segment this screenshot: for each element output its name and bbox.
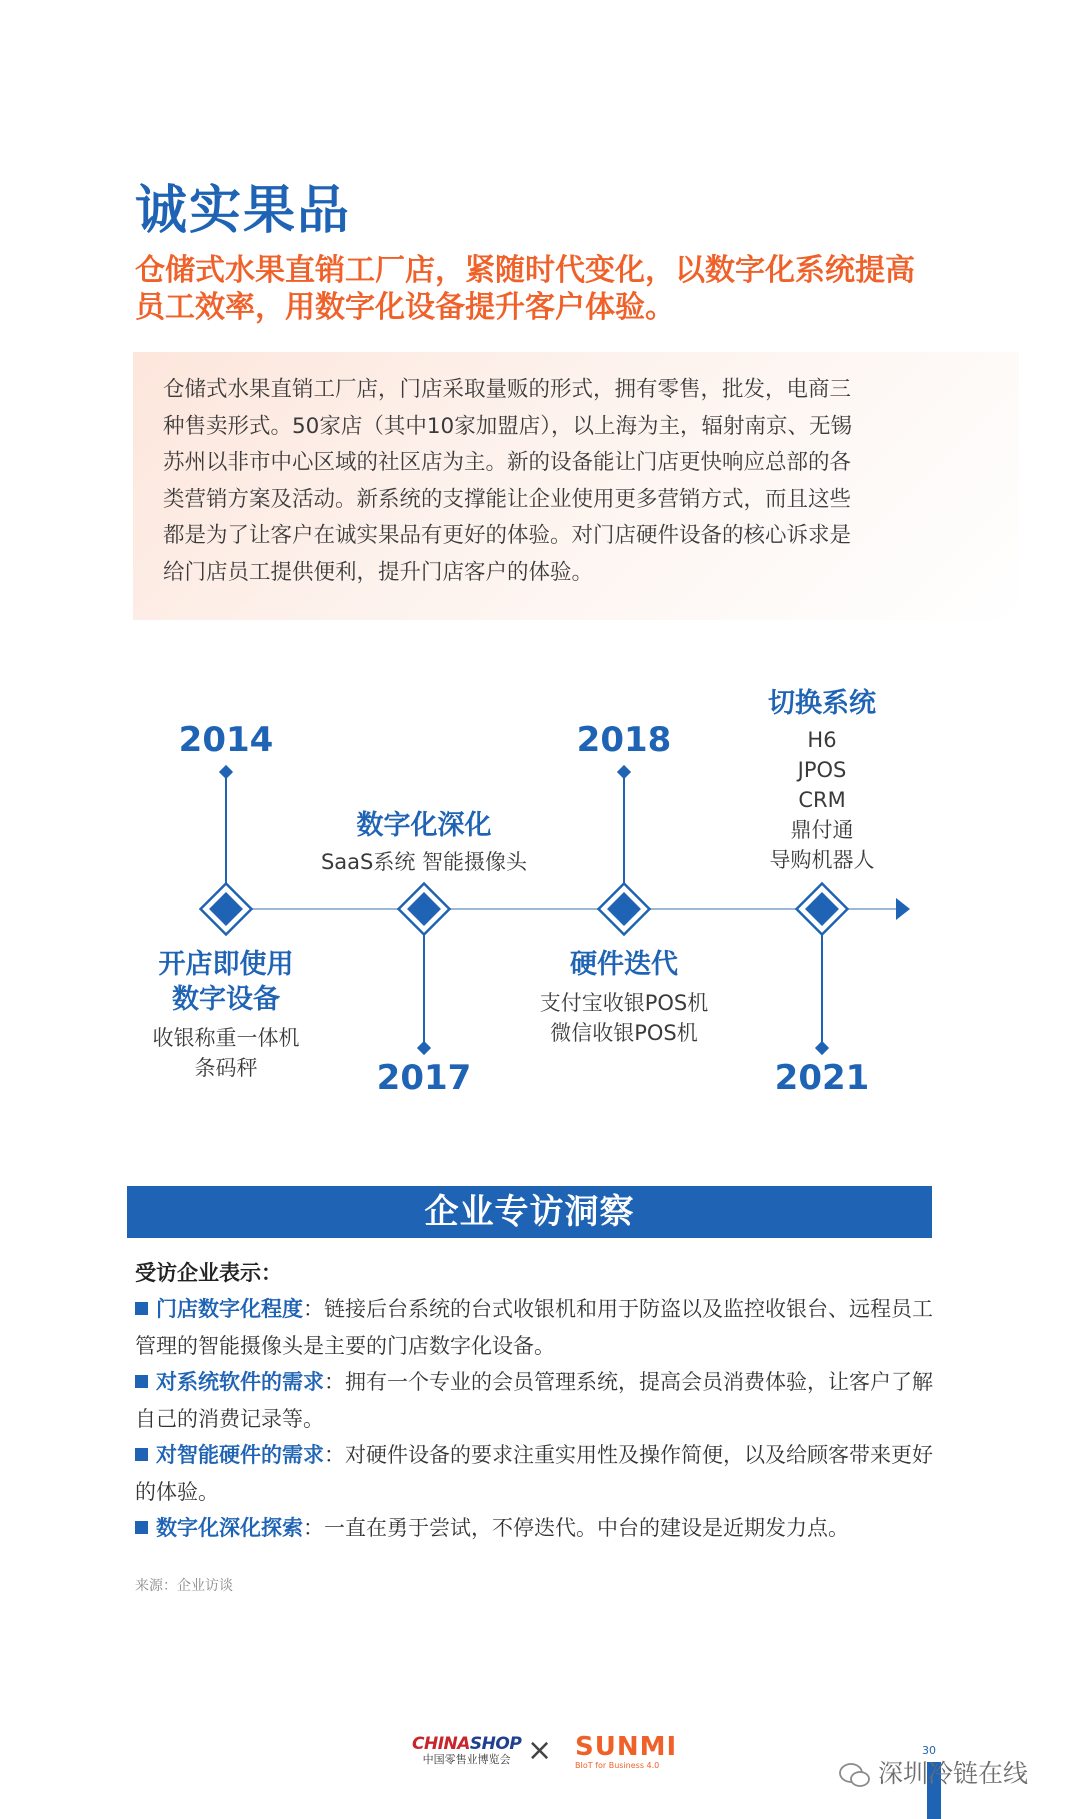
connector-dot-2021 <box>815 1041 829 1055</box>
event-2018 <box>504 947 744 1048</box>
bullet-square-icon <box>135 1521 148 1534</box>
event-item: 收银称重一体机 <box>152 1026 300 1050</box>
insight-point <box>135 1437 935 1510</box>
point-label: 对系统软件的需求 <box>156 1370 324 1394</box>
bullet-square-icon <box>135 1302 148 1315</box>
node-2014 <box>201 884 252 935</box>
bullet-square-icon <box>135 1448 148 1461</box>
page-title: 诚实果品 <box>135 181 352 241</box>
event-2014 <box>126 947 326 1083</box>
connector-dot-2017 <box>417 1041 431 1055</box>
logo-china-subtitle: 中国零售业博览会 <box>422 1753 511 1766</box>
insight-point <box>135 1364 935 1437</box>
event-title: 切换系统 <box>768 688 876 719</box>
insight-intro: 受访企业表示： <box>135 1261 282 1285</box>
logo-sunmi-subtitle: BIoT for Business 4.0 <box>575 1761 660 1770</box>
intro-line: 种售卖形式。50家店（其中10家加盟店），以上海为主，辐射南京、无锡 <box>163 413 852 439</box>
event-title: 开店即使用 <box>158 949 294 980</box>
event-item: 导购机器人 <box>769 848 875 872</box>
intro-line: 苏州以非市中心区域的社区店为主。新的设备能让门店更快响应总部的各 <box>163 450 852 475</box>
event-item: 支付宝收银POS机 <box>539 991 709 1015</box>
event-item: H6 <box>807 728 837 752</box>
year-2017: 2017 <box>376 1058 472 1098</box>
event-item: 鼎付通 <box>790 818 854 842</box>
point-label: 门店数字化程度 <box>156 1297 303 1321</box>
event-item: 微信收银POS机 <box>550 1021 698 1045</box>
intro-line: 给门店员工提供便利，提升门店客户的体验。 <box>163 559 594 585</box>
point-text: ：链接后台系统的台式收银机和用于防盗以及监控收银台、远程员工管理的智能摄像头是主要的门店数字化设备。 <box>135 1297 933 1358</box>
year-2021: 2021 <box>774 1058 870 1098</box>
logo-china-text: CHINA <box>412 1734 470 1754</box>
source-note: 来源：企业访谈 <box>135 1578 233 1594</box>
node-2018 <box>599 884 650 935</box>
point-label: 对智能硬件的需求 <box>156 1443 324 1467</box>
logo-shop-text: SHOP <box>469 1734 522 1754</box>
insight-banner: 企业专访洞察 <box>127 1186 932 1238</box>
point-text: ：对硬件设备的要求注重实用性及操作简便，以及给顾客带来更好的体验。 <box>135 1443 933 1504</box>
event-item: JPOS <box>797 758 847 782</box>
page-number: 30 <box>922 1744 936 1757</box>
connector-dot-2014 <box>219 765 233 779</box>
year-2014: 2014 <box>178 720 274 760</box>
event-2017 <box>294 808 554 877</box>
year-2018: 2018 <box>576 720 672 760</box>
event-item: 条码秤 <box>194 1056 258 1080</box>
event-2021 <box>722 686 922 875</box>
event-item: CRM <box>798 788 846 812</box>
event-item: SaaS系统 智能摄像头 <box>320 850 528 874</box>
logo-sunmi-text: SUNMI <box>575 1732 678 1762</box>
event-title: 硬件迭代 <box>570 949 678 980</box>
times-icon: × <box>527 1733 553 1768</box>
sunmi-logo <box>575 1734 677 1772</box>
intro-line: 仓储式水果直销工厂店，门店采取量贩的形式，拥有零售，批发，电商三 <box>163 377 852 402</box>
page-subtitle: 仓储式水果直销工厂店，紧随时代变化，以数字化系统提高员工效率，用数字化设备提升客户体验。 <box>135 253 915 325</box>
wechat-icon <box>838 1762 872 1788</box>
connector-dot-2018 <box>617 765 631 779</box>
point-label: 数字化深化探索 <box>156 1516 303 1540</box>
intro-line: 类营销方案及活动。新系统的支撑能让企业使用更多营销方式，而且这些 <box>163 486 852 512</box>
point-text: ：拥有一个专业的会员管理系统，提高会员消费体验，让客户了解自己的消费记录等。 <box>135 1370 933 1431</box>
bullet-square-icon <box>135 1375 148 1388</box>
point-text: ：一直在勇于尝试，不停迭代。中台的建设是近期发力点。 <box>303 1516 849 1540</box>
insight-point <box>135 1510 935 1547</box>
event-title: 数字设备 <box>172 984 280 1015</box>
chinashop-logo <box>412 1735 521 1767</box>
event-title: 数字化深化 <box>356 810 492 841</box>
insight-point <box>135 1291 935 1364</box>
watermark-text: 深圳冷链在线 <box>878 1759 1029 1788</box>
node-2017 <box>399 884 450 935</box>
intro-line: 都是为了让客户在诚实果品有更好的体验。对门店硬件设备的核心诉求是 <box>163 523 852 548</box>
node-2021 <box>797 884 848 935</box>
timeline-arrow-icon <box>896 898 910 920</box>
insight-section <box>135 1255 935 1547</box>
